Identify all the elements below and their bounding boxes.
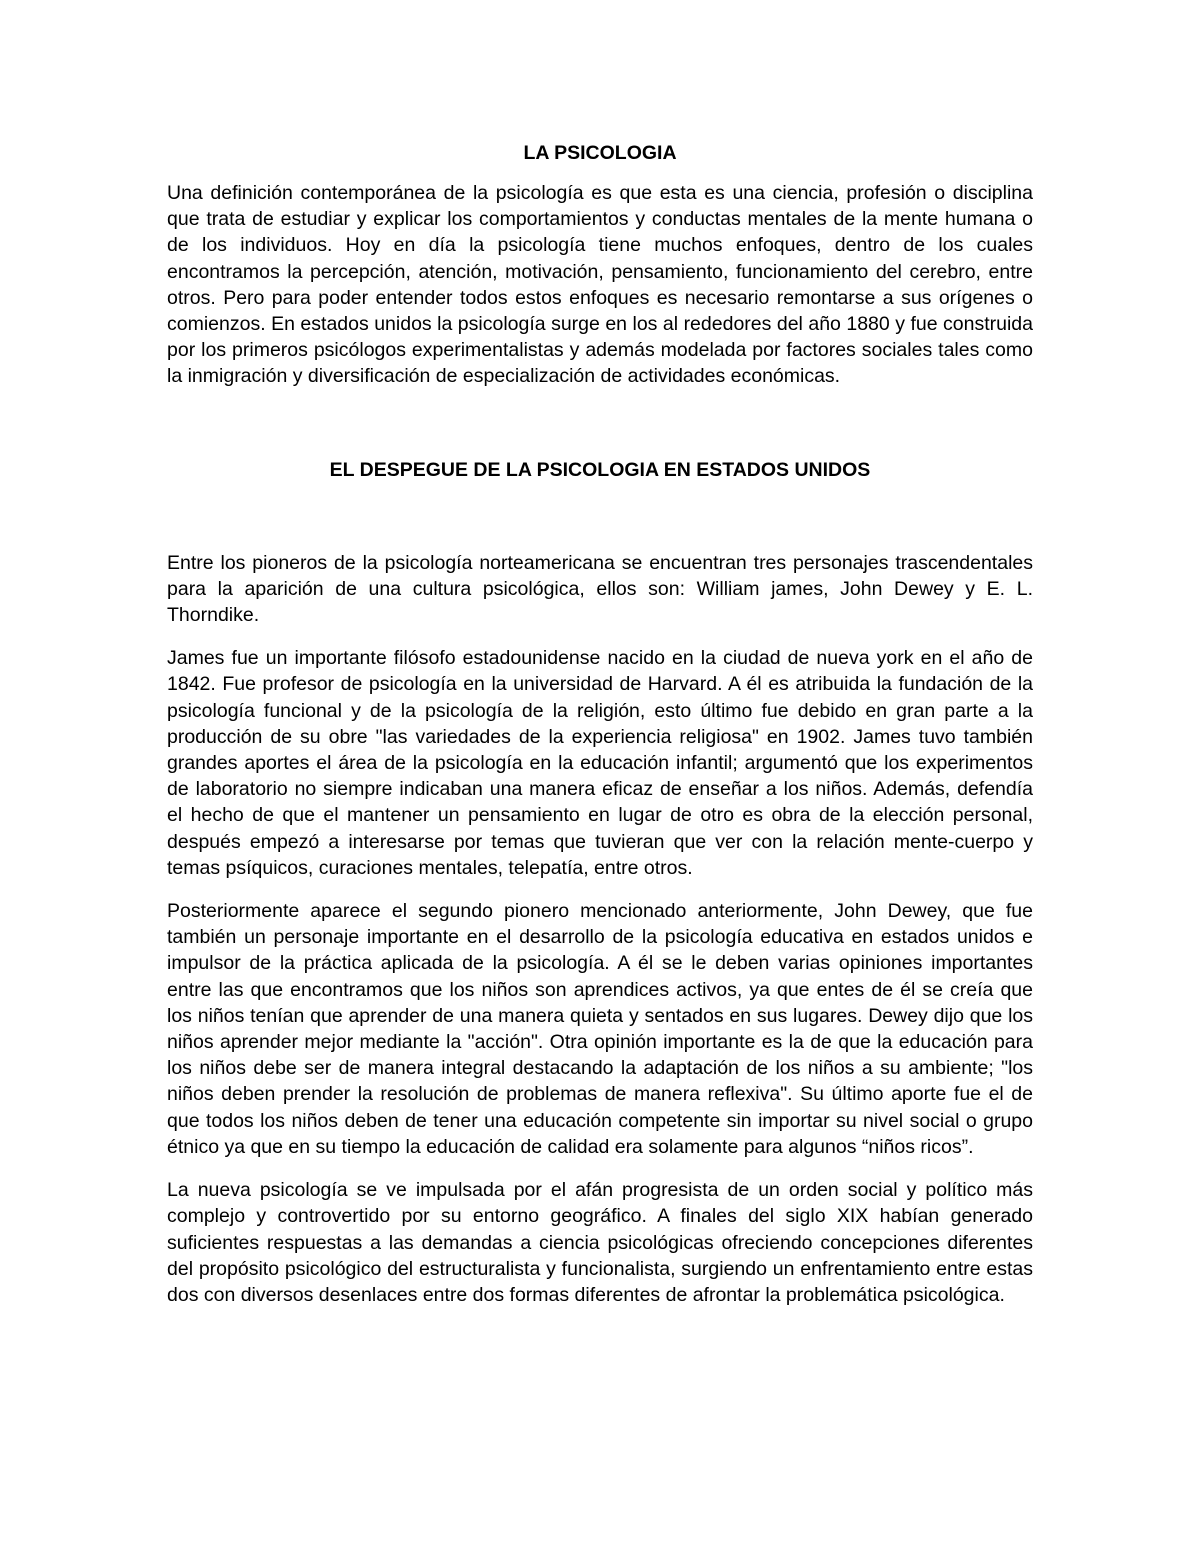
document-page [167, 140, 1033, 1308]
paragraph-new-psychology: La nueva psicología se ve impulsada por el afán progresista de un orden social y político más complejo y controvertido por su entorno geográfico. A finales del siglo XIX habían generado suficientes respuestas a las demandas a ciencia psicológicas ofreciendo concepciones diferentes del propósito psicológico del estructuralista y funcionalista, surgiendo un enfrentamiento entre estas dos con diversos desenlaces entre dos formas diferentes de afrontar la problemática psicológica. [167, 1179, 1033, 1306]
paragraph-james: James fue un importante filósofo estadounidense nacido en la ciudad de nueva york en el año de 1842. Fue profesor de psicología en la universidad de Harvard. A él es atribuida la fundación de la psicología funcional y de la psicología de la religión, esto último fue debido en gran parte a la producción de su obre "las variedades de la experiencia religiosa" en 1902. James tuvo también grandes aportes el área de la psicología en la educación infantil; argumentó que los experimentos de laboratorio no siempre indicaban una manera eficaz de enseñar a los niños. Además, defendía el hecho de que el mantener un pensamiento en lugar de otro es obra de la elección personal, después empezó a interesarse por temas que tuvieran que ver con la relación mente-cuerpo y temas psíquicos, curaciones mentales, telepatía, entre otros. [167, 647, 1033, 879]
intro-paragraph: Una definición contemporánea de la psicología es que esta es una ciencia, profesión o disciplina que trata de estudiar y explicar los comportamientos y conductas mentales de la mente humana o de los individuos. Hoy en día la psicología tiene muchos enfoques, dentro de los cuales encontramos la percepción, atención, motivación, pensamiento, funcionamiento del cerebro, entre otros. Pero para poder entender todos estos enfoques es necesario remontarse a sus orígenes o comienzos. En estados unidos la psicología surge en los al rededores del año 1880 y fue construida por los primeros psicólogos experimentalistas y además modelada por factores sociales tales como la inmigración y diversificación de especialización de actividades económicas. [167, 182, 1033, 388]
page-title: LA PSICOLOGIA [523, 142, 677, 164]
paragraph-dewey: Posteriormente aparece el segundo pionero mencionado anteriormente, John Dewey, que fue también un personaje importante en el desarrollo de la psicología educativa en estados unidos e impulsor de la práctica aplicada de la psicología. A él se le deben varias opiniones importantes entre las que encontramos que los niños son aprendices activos, ya que entes de él se creía que los niños tenían que aprender de una manera quieta y sentados en sus lugares. Dewey dijo que los niños aprender mejor mediante la "acción". Otra opinión importante es la de que la educación para los niños debe ser de manera integral destacando la adaptación de los niños a su ambiente; "los niños deben prender la resolución de problemas de manera reflexiva". Su último aporte fue el de que todos los niños deben de tener una educación competente sin importar su nivel social o grupo étnico ya que en su tiempo la educación de calidad era solamente para algunos “niños ricos”. [167, 900, 1033, 1158]
section-title: EL DESPEGUE DE LA PSICOLOGIA EN ESTADOS UNIDOS [329, 458, 871, 481]
paragraph-pioneers: Entre los pioneros de la psicología norteamericana se encuentran tres personajes trascendentales para la aparición de una cultura psicológica, ellos son: William james, John Dewey y E. L. Thorndike. [167, 551, 1033, 627]
